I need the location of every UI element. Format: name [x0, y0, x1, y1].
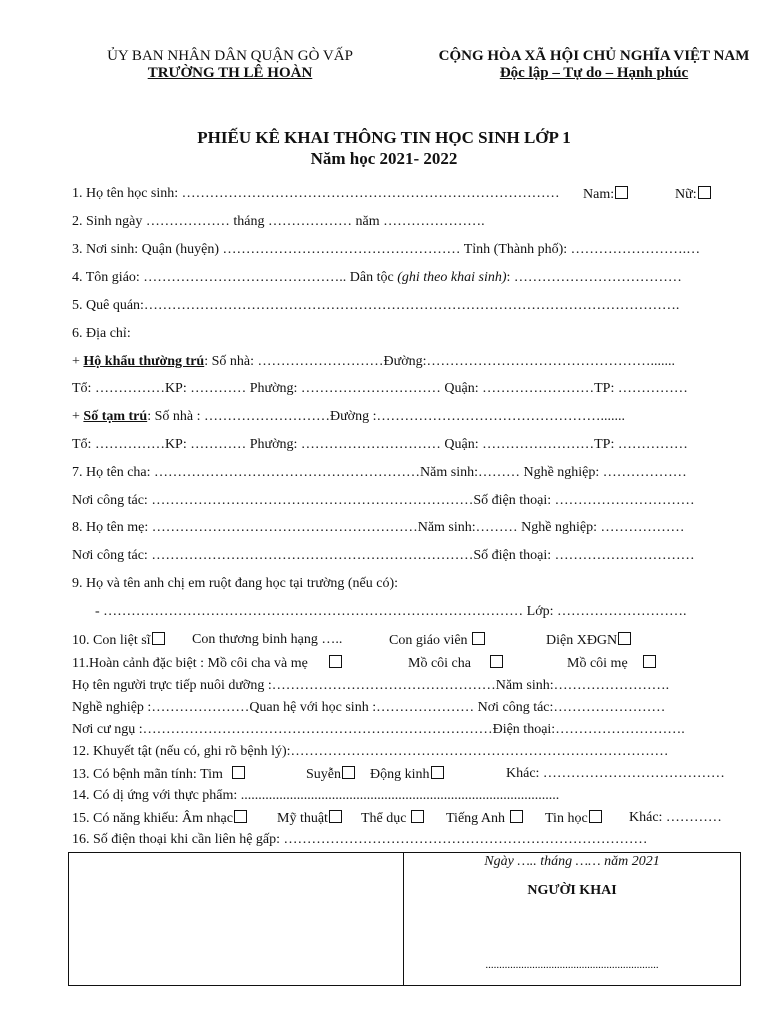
- teacher-checkbox[interactable]: [472, 632, 485, 645]
- issuer-name: ỦY BAN NHÂN DÂN QUẬN GÒ VẤP: [107, 48, 353, 64]
- permanent-rest: : Số nhà: ………………………Đường:………………………………………….......: [204, 354, 675, 369]
- gender-female: [675, 186, 711, 203]
- student-name-field: 1. Họ tên học sinh: ………………………………………………………………………: [72, 186, 560, 201]
- ethnicity-dots: : ………………………………: [506, 270, 682, 285]
- mother-work-field: Nơi công tác: ……………………………………………………………Số điện thoại: …………………………: [72, 548, 695, 563]
- hometown-field: 5. Quê quán:…………………………………………………………………………………………………….: [72, 298, 680, 313]
- temporary-rest: : Số nhà : ………………………Đường :………………………………………….......: [147, 409, 625, 424]
- birth-date-field: 2. Sinh ngày ……………… tháng ……………… năm ………………….: [72, 214, 485, 229]
- permanent-address-line2: Tổ: ……………KP: ………… Phường: ………………………… Quận: ……………………TP: ……………: [72, 381, 688, 396]
- martyr-child: [72, 632, 165, 649]
- chronic-other: Khác: …………………………………: [506, 766, 725, 781]
- asthma-checkbox[interactable]: [342, 766, 355, 779]
- temporary-address-field: [72, 409, 625, 425]
- it-label: Tin học: [545, 811, 588, 826]
- national-title: CỘNG HÒA XÃ HỘI CHỦ NGHĨA VIỆT NAM: [438, 48, 750, 64]
- orphan-both-label: 11.Hoàn cảnh đặc biệt : Mồ côi cha và mẹ: [72, 656, 308, 671]
- music-checkbox[interactable]: [234, 810, 247, 823]
- ethnicity-note: (ghi theo khai sinh): [397, 270, 507, 285]
- chronic-asthma: [306, 766, 355, 783]
- english-checkbox[interactable]: [510, 810, 523, 823]
- gender-male: [583, 186, 628, 203]
- signature-table: [68, 852, 741, 986]
- pe-checkbox[interactable]: [411, 810, 424, 823]
- signature-right-cell: [404, 853, 740, 985]
- poverty-label: Diện XĐGN: [546, 633, 618, 648]
- art-checkbox[interactable]: [329, 810, 342, 823]
- it-checkbox[interactable]: [589, 810, 602, 823]
- orphan-mother-label: Mồ côi mẹ: [567, 656, 628, 671]
- martyr-checkbox[interactable]: [152, 632, 165, 645]
- father-work-field: Nơi công tác: ……………………………………………………………Số điện thoại: …………………………: [72, 493, 695, 508]
- chronic-heart: [72, 766, 245, 783]
- talent-pe: [361, 810, 424, 827]
- talent-music-label: 15. Có năng khiếu: Âm nhạc: [72, 811, 233, 826]
- form-title: PHIẾU KÊ KHAI THÔNG TIN HỌC SINH LỚP 1: [197, 128, 571, 147]
- female-checkbox[interactable]: [698, 186, 711, 199]
- poverty-checkbox[interactable]: [618, 632, 631, 645]
- english-label: Tiếng Anh: [446, 811, 506, 826]
- orphan-both-checkbox[interactable]: [329, 655, 342, 668]
- national-motto: Độc lập – Tự do – Hạnh phúc: [499, 65, 689, 81]
- mother-field: 8. Họ tên mẹ: …………………………………………………Năm sinh:……… Nghề nghiệp: ………………: [72, 520, 685, 535]
- orphan-both: [72, 655, 342, 672]
- temporary-prefix: +: [72, 409, 84, 424]
- temporary-address-line2: Tổ: ……………KP: ………… Phường: ………………………… Quận: ……………………TP: ……………: [72, 437, 688, 452]
- pe-label: Thể dục: [361, 811, 407, 826]
- orphan-father-checkbox[interactable]: [490, 655, 503, 668]
- poverty-case: [546, 632, 631, 649]
- address-heading: 6. Địa chỉ:: [72, 326, 131, 341]
- teacher-child: [389, 632, 485, 649]
- talent-art: [277, 810, 342, 827]
- orphan-father-label: Mồ côi cha: [408, 656, 471, 671]
- orphan-father: [408, 655, 503, 672]
- war-invalid-child: Con thương binh hạng …..: [192, 632, 343, 647]
- martyr-child-label: 10. Con liệt sĩ: [72, 633, 151, 648]
- signature-date: Ngày ….. tháng …… năm 2021: [484, 854, 660, 869]
- signature-left-cell: [69, 853, 404, 985]
- siblings-line: - ……………………………………………………………………………… Lớp: ……………………….: [95, 604, 687, 619]
- temporary-label: Số tạm trú: [83, 409, 148, 424]
- guardian-name-field: Họ tên người trực tiếp nuôi dưỡng :…………………………………………Năm sinh:…………………….: [72, 678, 670, 693]
- talent-english: [446, 810, 523, 827]
- asthma-label: Suyễn: [306, 767, 341, 782]
- disability-field: 12. Khuyết tật (nếu có, ghi rõ bệnh lý):………………………………………………………………………: [72, 744, 669, 759]
- heart-checkbox[interactable]: [232, 766, 245, 779]
- birthplace-field: 3. Nơi sinh: Quận (huyện) …………………………………………… Tỉnh (Thành phố): …………………….…: [72, 242, 701, 257]
- religion-ethnicity-field: [72, 270, 682, 286]
- signature-label: NGƯỜI KHAI: [527, 883, 617, 898]
- school-year: Năm học 2021- 2022: [310, 149, 458, 168]
- talent-other: Khác: …………: [629, 810, 722, 825]
- residence-field: Nơi cư ngụ :…………………………………………………………………Điện thoại:……………………….: [72, 722, 685, 737]
- chronic-heart-label: 13. Có bệnh mãn tính: Tim: [72, 767, 223, 782]
- school-name: TRƯỜNG TH LÊ HOÀN: [147, 65, 313, 81]
- religion-text: 4. Tôn giáo: …………………………………….. Dân tộc: [72, 270, 398, 285]
- teacher-child-label: Con giáo viên: [389, 633, 468, 648]
- emergency-phone-field: 16. Số điện thoại khi cần liên hệ gấp: ……………………………………………………………………: [72, 832, 648, 847]
- food-allergy-field: 14. Có dị ứng với thực phẩm: ...........................................................................................: [72, 788, 560, 803]
- male-checkbox[interactable]: [615, 186, 628, 199]
- orphan-mother: [567, 655, 656, 672]
- chronic-epilepsy: [370, 766, 444, 783]
- guardian-job-field: Nghề nghiệp :…………………Quan hệ với học sinh :………………… Nơi công tác:……………………: [72, 700, 666, 715]
- permanent-address-field: [72, 354, 675, 370]
- art-label: Mỹ thuật: [277, 811, 328, 826]
- signature-line[interactable]: ...............................................................: [485, 959, 659, 971]
- talent-it: [545, 810, 602, 827]
- gender-female-label: Nữ:: [675, 187, 697, 202]
- epilepsy-checkbox[interactable]: [431, 766, 444, 779]
- siblings-heading: 9. Họ và tên anh chị em ruột đang học tại trường (nếu có):: [72, 576, 399, 591]
- father-field: 7. Họ tên cha: …………………………………………………Năm sinh:……… Nghề nghiệp: ………………: [72, 465, 687, 480]
- permanent-prefix: +: [72, 354, 84, 369]
- epilepsy-label: Động kinh: [370, 767, 430, 782]
- orphan-mother-checkbox[interactable]: [643, 655, 656, 668]
- talent-music: [72, 810, 247, 827]
- gender-male-label: Nam:: [583, 187, 615, 202]
- permanent-label: Hộ khẩu thường trú: [83, 354, 205, 369]
